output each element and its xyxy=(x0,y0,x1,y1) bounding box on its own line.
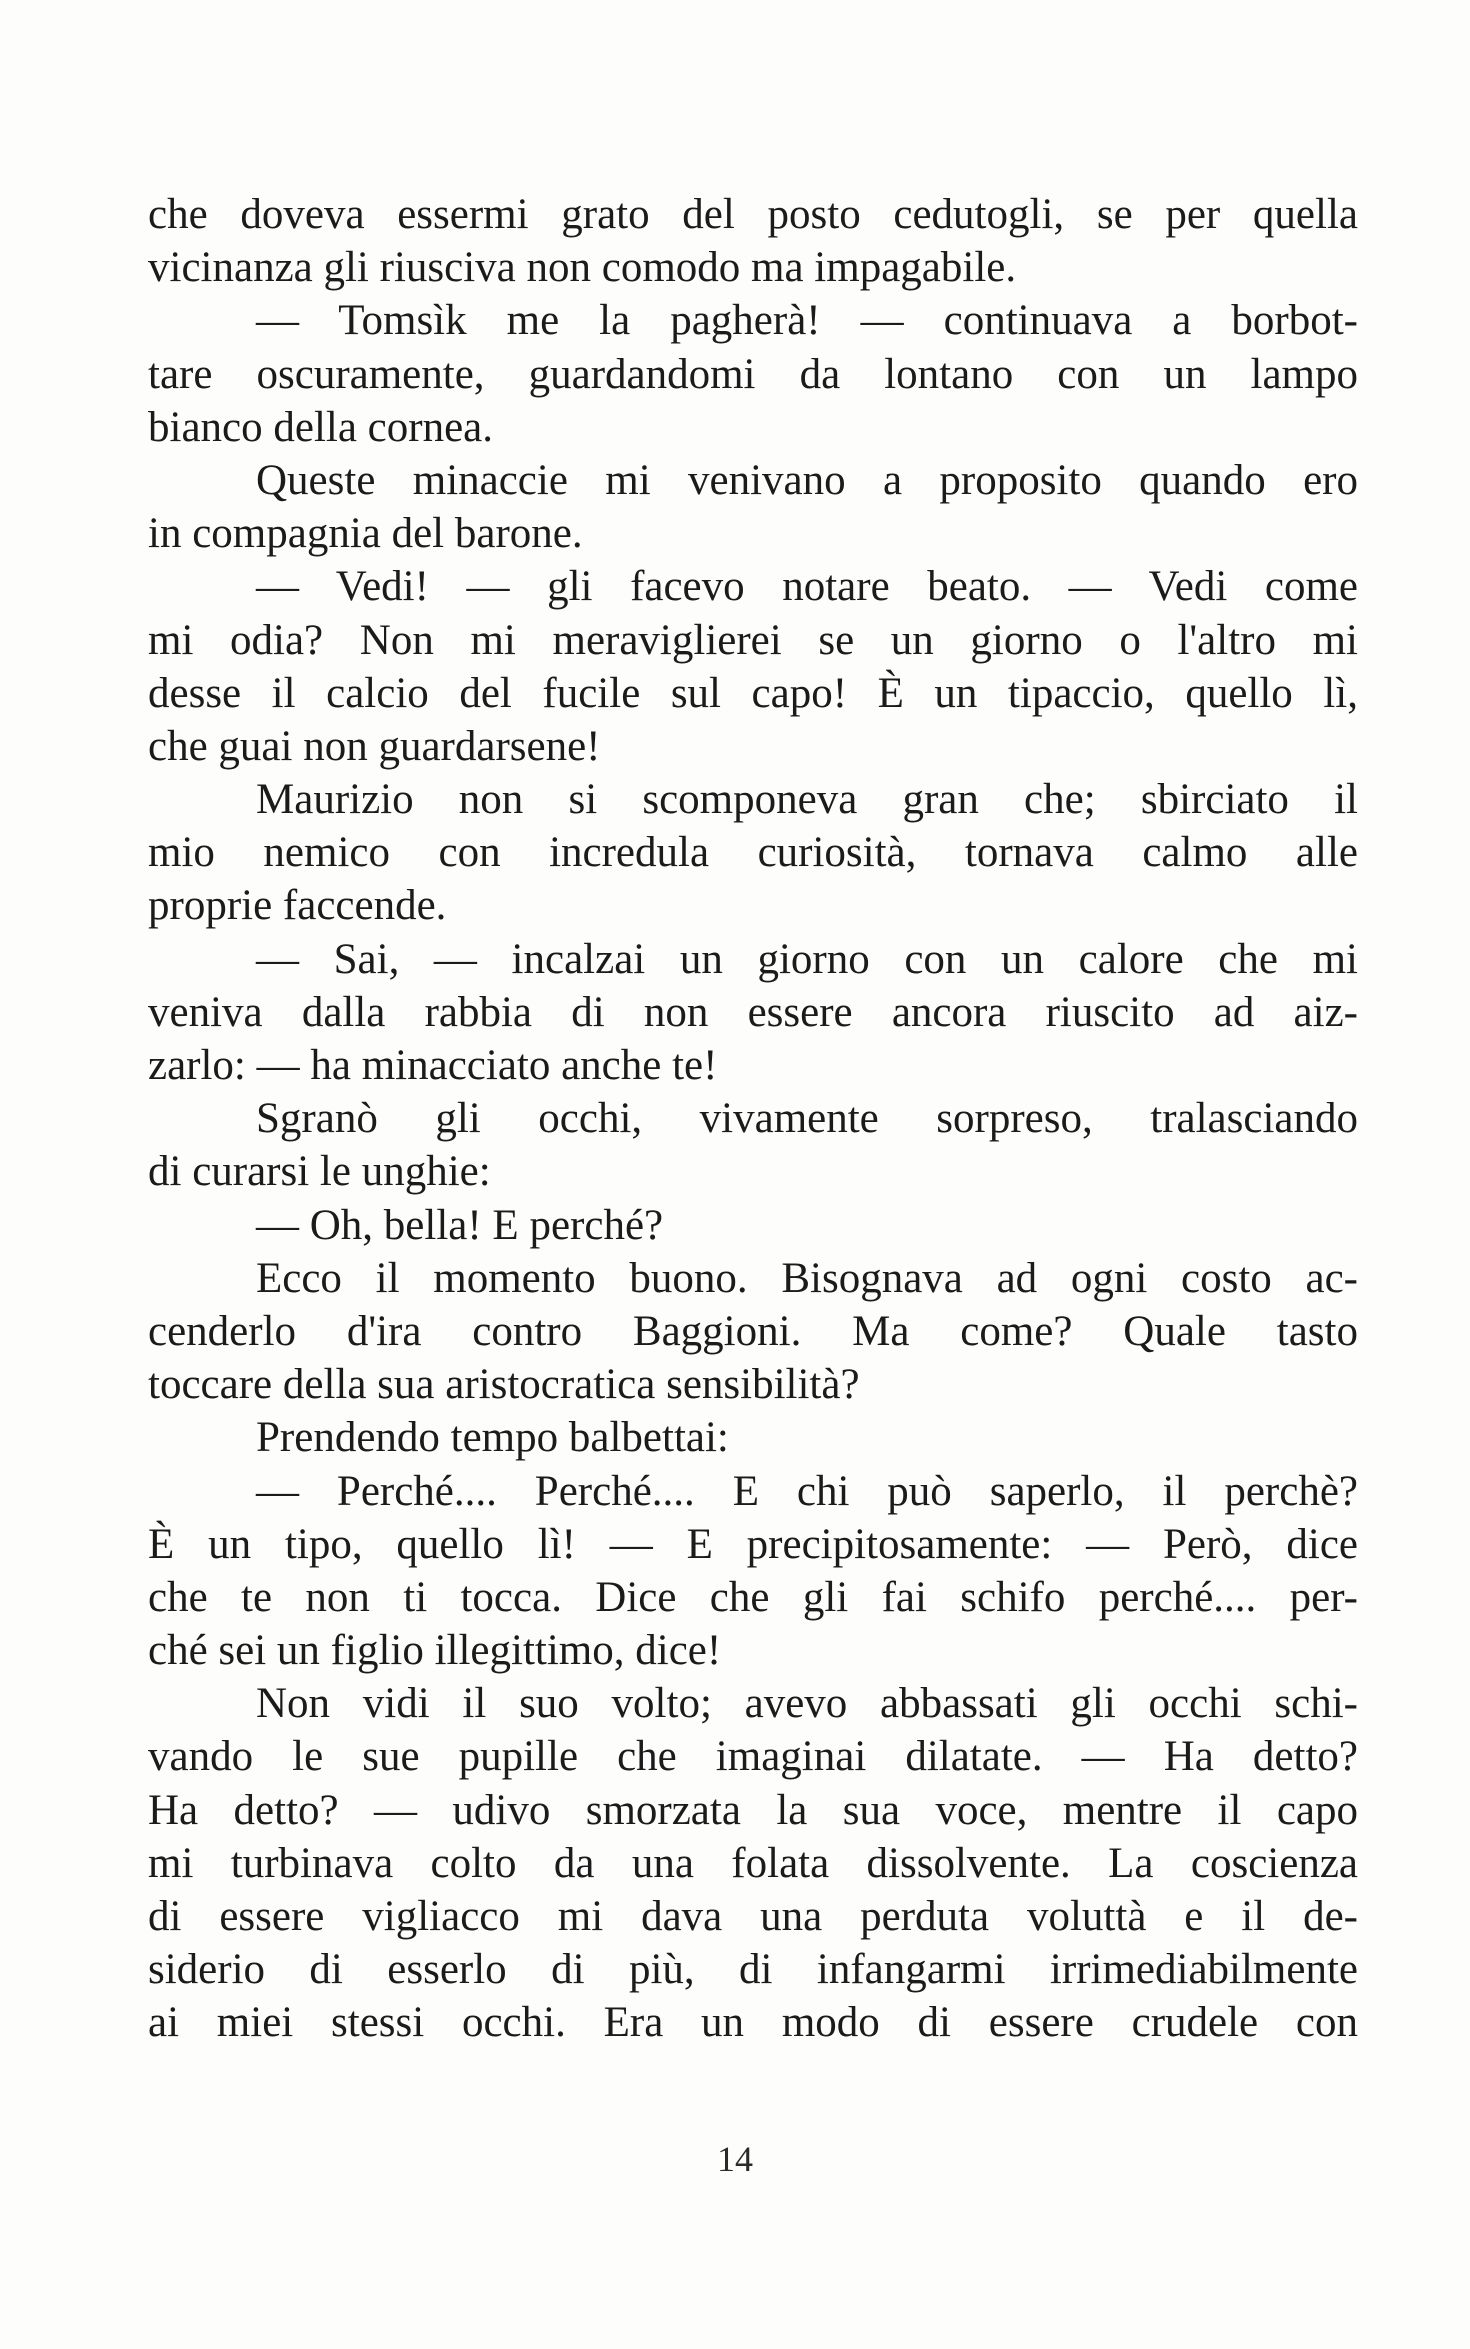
text-line: cenderlo d'ira contro Baggioni. Ma come? Quale tasto xyxy=(148,1307,1358,1355)
text-line: Maurizio non si scomponeva gran che; sbirciato il xyxy=(256,776,1358,824)
text-line: vando le sue pupille che imaginai dilatate. — Ha detto? xyxy=(148,1733,1358,1781)
text-line: ché sei un figlio illegittimo, dice! xyxy=(148,1627,722,1675)
text-line: di curarsi le unghie: xyxy=(148,1148,491,1196)
text-line: di essere vigliacco mi dava una perduta voluttà e il de- xyxy=(148,1893,1358,1940)
text-line: Sgranò gli occhi, vivamente sorpreso, tralasciando xyxy=(256,1095,1358,1143)
text-line: È un tipo, quello lì! — E precipitosamente: — Però, dice xyxy=(148,1520,1358,1568)
text-line: — Sai, — incalzai un giorno con un calore che mi xyxy=(256,935,1358,983)
text-line: — Vedi! — gli facevo notare beato. — Vedi come xyxy=(256,563,1358,611)
text-line: — Tomsìk me la pagherà! — continuava a borbot- xyxy=(256,297,1358,345)
text-line: veniva dalla rabbia di non essere ancora riuscito ad aiz- xyxy=(148,988,1358,1036)
text-line: ai miei stessi occhi. Era un modo di essere crudele con xyxy=(148,1999,1358,2047)
text-line: desse il calcio del fucile sul capo! È un tipaccio, quello lì, xyxy=(148,669,1358,717)
text-line: Queste minaccie mi venivano a proposito quando ero xyxy=(256,456,1358,504)
text-line: tare oscuramente, guardandomi da lontano con un lampo xyxy=(148,350,1358,398)
text-line: Ha detto? — udivo smorzata la sua voce, mentre il capo xyxy=(148,1786,1358,1834)
text-line: — Oh, bella! E perché? xyxy=(256,1201,664,1249)
text-line: proprie faccende. xyxy=(148,882,447,930)
text-line: Non vidi il suo volto; avevo abbassati gli occhi schi- xyxy=(256,1680,1358,1728)
text-line: che doveva essermi grato del posto cedutogli, se per quella xyxy=(148,191,1358,238)
text-line: vicinanza gli riusciva non comodo ma impagabile. xyxy=(148,244,1017,292)
text-line: che guai non guardarsene! xyxy=(148,722,601,770)
text-line: mio nemico con incredula curiosità, tornava calmo alle xyxy=(148,829,1358,877)
text-line: bianco della cornea. xyxy=(148,403,494,451)
page-number: 14 xyxy=(717,2139,753,2179)
text-line: — Perché.... Perché.... E chi può saperlo, il perchè? xyxy=(256,1467,1358,1515)
text-line: Ecco il momento buono. Bisognava ad ogni costo ac- xyxy=(256,1254,1358,1302)
text-line: toccare della sua aristocratica sensibilità? xyxy=(148,1361,860,1409)
text-line: che te non ti tocca. Dice che gli fai schifo perché.... per- xyxy=(148,1573,1358,1621)
text-line: zarlo: — ha minacciato anche te! xyxy=(148,1042,718,1089)
text-line: mi odia? Non mi meraviglierei se un giorno o l'altro mi xyxy=(148,616,1358,664)
text-line: mi turbinava colto da una folata dissolvente. La coscienza xyxy=(148,1839,1358,1887)
text-line: Prendendo tempo balbettai: xyxy=(256,1414,729,1462)
text-line: in compagnia del barone. xyxy=(148,510,583,558)
body-text xyxy=(148,188,1358,2050)
text-line: siderio di esserlo di più, di infangarmi irrimediabilmente xyxy=(148,1946,1358,1994)
